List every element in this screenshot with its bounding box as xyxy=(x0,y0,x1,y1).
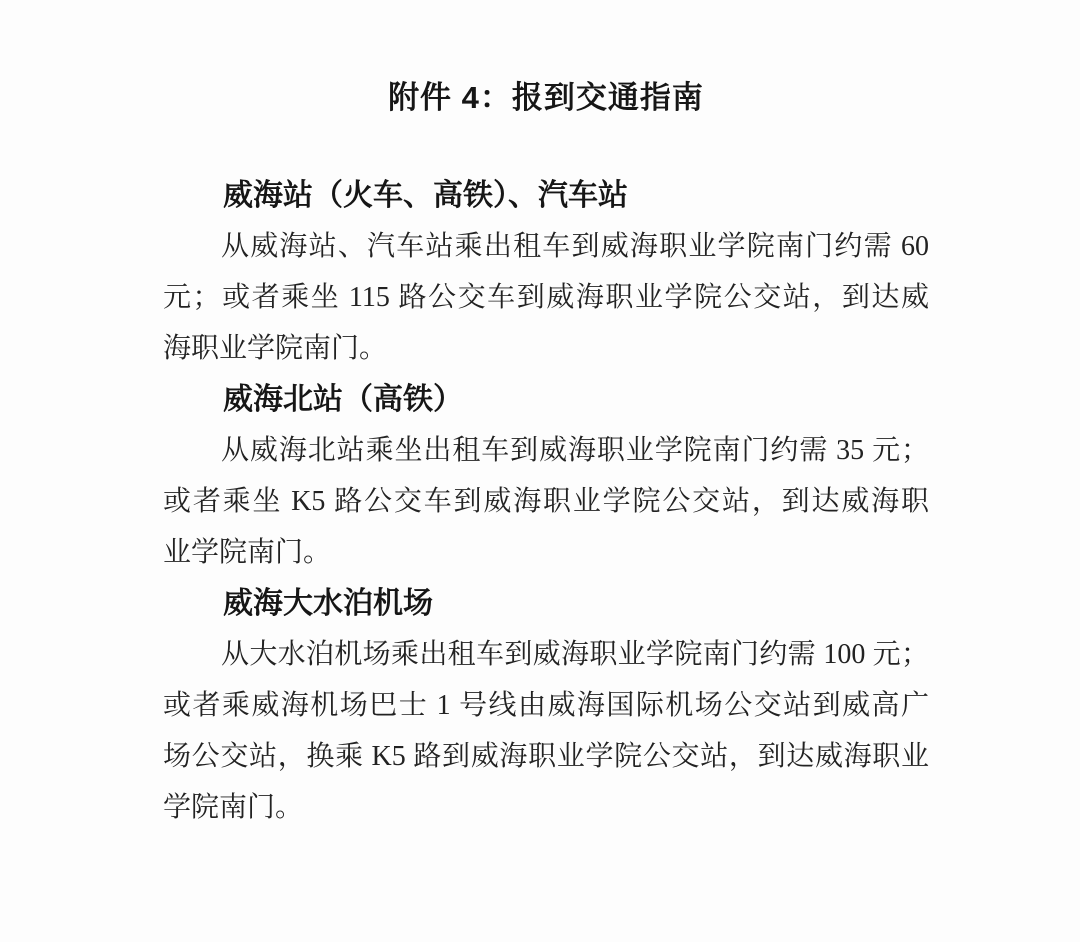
paragraph-line: 场公交站，换乘 K5 路到威海职业学院公交站，到达威海职业 xyxy=(163,741,929,772)
paragraph-line: 或者乘威海机场巴士 1 号线由威海国际机场公交站到威高广 xyxy=(163,690,929,721)
paragraph-line: 学院南门。 xyxy=(163,792,304,823)
paragraph-line: 海职业学院南门。 xyxy=(163,333,388,364)
section-heading: 威海站（火车、高铁）、汽车站 xyxy=(223,179,628,212)
paragraph-line: 或者乘坐 K5 路公交车到威海职业学院公交站，到达威海职 xyxy=(163,486,929,517)
section-heading: 威海大水泊机场 xyxy=(223,587,433,620)
section-weihai-station xyxy=(163,170,929,374)
paragraph-line: 从威海站、汽车站乘出租车到威海职业学院南门约需 60 xyxy=(221,231,929,262)
paragraph-line: 从大水泊机场乘出租车到威海职业学院南门约需 100 元； xyxy=(221,639,929,670)
section-heading: 威海北站（高铁） xyxy=(223,383,463,416)
paragraph-line: 从威海北站乘坐出租车到威海职业学院南门约需 35 元； xyxy=(221,435,929,466)
section-weihai-north-station xyxy=(163,374,929,578)
paragraph-line: 业学院南门。 xyxy=(163,537,332,568)
paragraph-line: 元；或者乘坐 115 路公交车到威海职业学院公交站，到达威 xyxy=(163,282,929,313)
document-title: 附件 4：报到交通指南 xyxy=(388,80,704,115)
document-content xyxy=(163,72,929,833)
section-weihai-dashuibo-airport xyxy=(163,578,929,833)
